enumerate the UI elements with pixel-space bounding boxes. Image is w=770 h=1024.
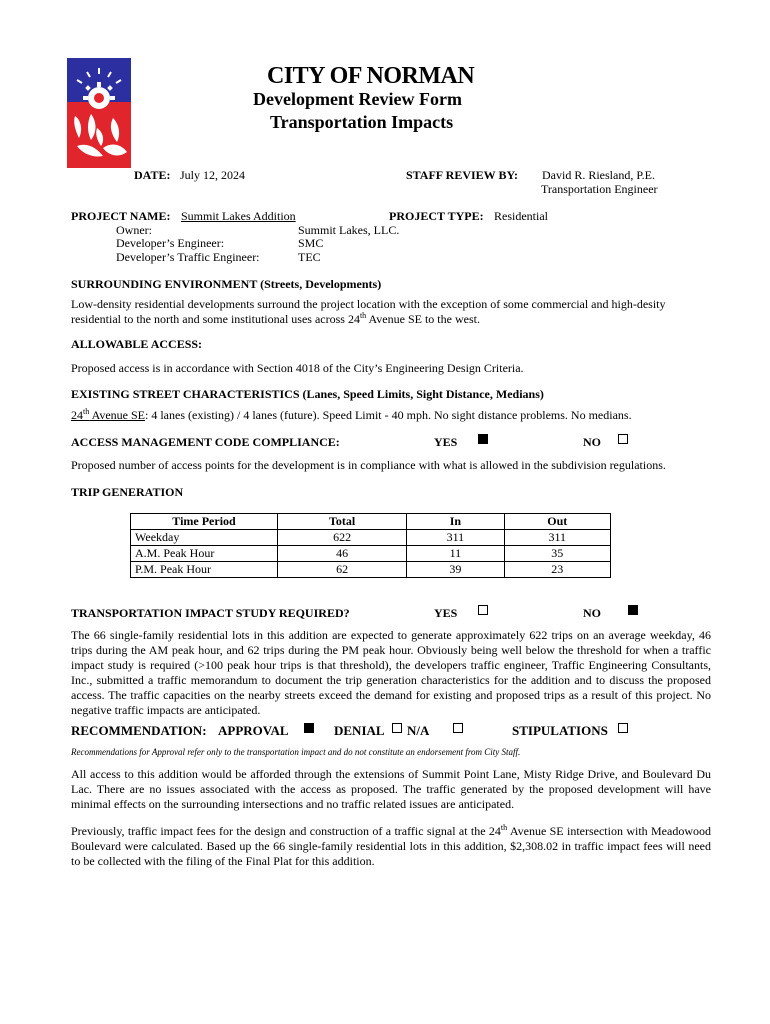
column-header-time-period: Time Period (131, 514, 278, 530)
city-of-norman-logo (67, 58, 131, 168)
table-cell: 35 (504, 546, 610, 562)
study-yes-checkbox[interactable] (478, 605, 488, 615)
study-text: The 66 single-family residential lots in this addition are expected to generate approximately 622 trips on an average weekday, 46 trips during the AM peak hour, and 62 trips during the PM peak hour. Obviously being well below the threshold for when a traffic impact study is required (>100 peak hour trips is that threshold), the developers traffic engineer, Traffic Engineering Consultants, Inc., submitted a traffic memorandum to document the trip generation characteristics for the addition and to discuss the proposed access. The traffic capacities on the nearby streets exceed the demand for existing and proposed trips as a result of this project. No negative traffic impacts are anticipated. (71, 628, 711, 717)
recommendation-heading: RECOMMENDATION: (71, 723, 207, 738)
city-title: CITY OF NORMAN (267, 63, 475, 89)
denial-label: DENIAL (334, 723, 385, 738)
street-name (71, 408, 145, 422)
staff-title: Transportation Engineer (541, 182, 658, 196)
column-header-total: Total (278, 514, 407, 530)
allowable-access-heading: ALLOWABLE ACCESS: (71, 337, 203, 351)
table-cell: 311 (504, 530, 610, 546)
form-subtitle: Transportation Impacts (270, 112, 454, 132)
surrounding-text-a: Low-density residential developments surround the project location with the exception of some commercial and high-desity residential to the north and some institutional uses across 24 (71, 297, 666, 326)
trip-generation-heading: TRIP GENERATION (71, 485, 184, 499)
project-type-value: Residential (494, 209, 548, 223)
surrounding-text-b: Avenue SE to the west. (366, 312, 480, 326)
study-no-label: NO (583, 606, 601, 620)
table-row (131, 562, 611, 578)
existing-street-detail: : 4 lanes (existing) / 4 lanes (future). Speed Limit - 40 mph. No sight distance problems. No medians. (145, 408, 632, 422)
compliance-no-checkbox[interactable] (618, 434, 628, 444)
recommendation-text-2-sup: th (500, 823, 508, 832)
project-name-label: PROJECT NAME: (71, 209, 171, 223)
table-row (131, 546, 611, 562)
form-title: Development Review Form (253, 89, 462, 109)
table-cell: P.M. Peak Hour (131, 562, 278, 578)
compliance-yes-checkbox[interactable] (478, 434, 488, 444)
existing-street-text (71, 409, 632, 421)
table-cell: 62 (278, 562, 407, 578)
developer-engineer-value: SMC (298, 236, 324, 250)
surrounding-text-sup: th (359, 311, 367, 320)
project-type-label: PROJECT TYPE: (389, 209, 484, 223)
approval-checkbox[interactable] (304, 723, 314, 733)
column-header-out: Out (504, 514, 610, 530)
table-row (131, 530, 611, 546)
date-label: DATE: (134, 168, 171, 182)
recommendation-text-2b: Avenue SE intersection with Meadowood Boulevard were calculated. Based up the 66 single-family residential lots in this addition, $2,308.02 in traffic impact fees will need to be collected with the filing of the Final Plat for this addition. (71, 824, 711, 868)
surrounding-text (71, 297, 711, 327)
owner-value: Summit Lakes, LLC. (298, 223, 400, 237)
table-header-row (131, 514, 611, 530)
table-cell: 23 (504, 562, 610, 578)
approval-label: APPROVAL (218, 723, 289, 738)
denial-checkbox[interactable] (392, 723, 402, 733)
table-cell: A.M. Peak Hour (131, 546, 278, 562)
surrounding-heading: SURROUNDING ENVIRONMENT (Streets, Developments) (71, 277, 382, 291)
traffic-engineer-label: Developer’s Traffic Engineer: (116, 250, 260, 264)
compliance-heading: ACCESS MANAGEMENT CODE COMPLIANCE: (71, 435, 340, 449)
table-cell: 622 (278, 530, 407, 546)
table-cell: 11 (407, 546, 504, 562)
owner-label: Owner: (116, 223, 152, 237)
table-cell: 39 (407, 562, 504, 578)
recommendation-text-2 (71, 824, 711, 869)
staff-review-label: STAFF REVIEW BY: (406, 168, 519, 182)
street-name-sup: th (83, 407, 90, 416)
traffic-engineer-value: TEC (298, 250, 321, 264)
compliance-yes-label: YES (434, 435, 458, 449)
study-no-checkbox[interactable] (628, 605, 638, 615)
project-name-value: Summit Lakes Addition (181, 209, 296, 223)
recommendation-text-2a: Previously, traffic impact fees for the design and construction of a traffic signal at the 24 (71, 824, 501, 838)
compliance-no-label: NO (583, 435, 601, 449)
date-value: July 12, 2024 (180, 168, 246, 182)
na-label: N/A (407, 723, 430, 738)
trip-generation-table (130, 513, 611, 578)
study-required-heading: TRANSPORTATION IMPACT STUDY REQUIRED? (71, 606, 350, 620)
recommendation-text-1: All access to this addition would be afforded through the extensions of Summit Point Lane, Misty Ridge Drive, and Boulevard Du Lac. There are no issues associated with the access as proposed. The traffic generated by the proposed development will have minimal effects on the surrounding intersections and no traffic related issues are anticipated. (71, 767, 711, 811)
stipulations-checkbox[interactable] (618, 723, 628, 733)
street-name-a: 24 (71, 408, 83, 422)
street-name-b: Avenue SE (89, 408, 146, 422)
allowable-access-text: Proposed access is in accordance with Section 4018 of the City’s Engineering Design Criteria. (71, 361, 524, 375)
compliance-text: Proposed number of access points for the development is in compliance with what is allowed in the subdivision regulations. (71, 458, 666, 472)
na-checkbox[interactable] (453, 723, 463, 733)
developer-engineer-label: Developer’s Engineer: (116, 236, 225, 250)
table-cell: 311 (407, 530, 504, 546)
column-header-in: In (407, 514, 504, 530)
recommendation-note: Recommendations for Approval refer only to the transportation impact and do not constitute an endorsement from City Staff. (71, 747, 521, 757)
staff-name: David R. Riesland, P.E. (542, 168, 655, 182)
existing-street-heading: EXISTING STREET CHARACTERISTICS (Lanes, Speed Limits, Sight Distance, Medians) (71, 387, 544, 401)
table-cell: 46 (278, 546, 407, 562)
study-yes-label: YES (434, 606, 458, 620)
stipulations-label: STIPULATIONS (512, 723, 608, 738)
table-cell: Weekday (131, 530, 278, 546)
